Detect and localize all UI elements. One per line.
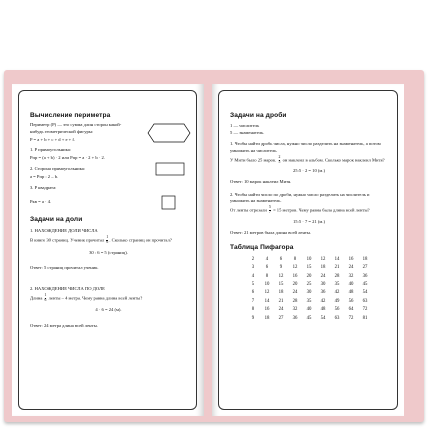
table-cell: 64 bbox=[348, 307, 354, 313]
table-cell: 45 bbox=[306, 315, 312, 321]
table-cell: 18 bbox=[264, 315, 270, 321]
parts-task2-calc: 4 · 6 = 24 (м). bbox=[95, 307, 122, 313]
table-cell: 21 bbox=[278, 298, 284, 304]
parts-task1-answer: Ответ: 5 страниц прочитал ученик. bbox=[30, 265, 99, 271]
table-cell: 24 bbox=[348, 265, 354, 271]
table-cell: 42 bbox=[320, 298, 326, 304]
numerator-label: 1 — числитель bbox=[230, 123, 260, 128]
table-cell: 72 bbox=[362, 307, 368, 313]
table-cell: 54 bbox=[320, 315, 326, 321]
table-row bbox=[246, 314, 372, 322]
table-cell: 12 bbox=[264, 290, 270, 296]
table-row bbox=[246, 272, 372, 280]
parts-task2-text: Длина $\frac{1}{6}$ ленты – 4 метра. Чему равна длина всей ленты? bbox=[30, 292, 143, 302]
table-row bbox=[246, 305, 372, 313]
table-cell: 48 bbox=[320, 307, 326, 313]
pythagoras-title: Таблица Пифагора bbox=[230, 244, 294, 252]
table-row bbox=[246, 264, 372, 272]
task-2: От ленты отрезали $\frac{5}{7}$ = 15 метров. Чему равна была длина всей ленты? bbox=[230, 205, 370, 215]
table-cell: 45 bbox=[362, 281, 368, 287]
table-row bbox=[246, 280, 372, 288]
perimeter-formula: P = a + b + c + d + e + f. bbox=[30, 136, 76, 142]
square-formula: Pкв = a · 4. bbox=[30, 199, 52, 205]
table-cell: 28 bbox=[334, 273, 340, 279]
table-cell: 10 bbox=[264, 281, 270, 287]
hexagon-figure bbox=[144, 118, 194, 148]
table-cell: 6 bbox=[251, 290, 255, 296]
table-cell: 25 bbox=[306, 281, 312, 287]
right-page bbox=[212, 84, 404, 416]
parts-task1-text: В книге 30 страниц. Ученик прочитал $\frac{1}{6}$ . Сколько страниц он прочитал? bbox=[30, 234, 172, 244]
table-cell: 8 bbox=[251, 307, 255, 313]
rect-title: 1. P прямоугольника: bbox=[30, 147, 72, 153]
table-cell: 12 bbox=[278, 273, 284, 279]
fraction-legend bbox=[230, 123, 388, 136]
table-cell: 56 bbox=[348, 298, 354, 304]
table-cell: 49 bbox=[334, 298, 340, 304]
table-cell: 40 bbox=[348, 281, 354, 287]
table-cell: 24 bbox=[320, 273, 326, 279]
parts-task2-answer: Ответ: 24 метра длина всей ленты. bbox=[30, 323, 98, 328]
table-cell: 7 bbox=[251, 298, 255, 304]
table-cell: 54 bbox=[362, 290, 368, 296]
table-cell: 6 bbox=[265, 265, 269, 271]
table-cell: 63 bbox=[334, 315, 340, 321]
table-cell: 36 bbox=[362, 273, 368, 279]
table-cell: 18 bbox=[278, 290, 284, 296]
table-cell: 16 bbox=[292, 273, 298, 279]
table-cell: 4 bbox=[265, 256, 269, 262]
task-1: У Мити было 25 марок. $\frac{2}{5}$ он наклеил в альбом. Сколько марок наклеил Митя? bbox=[230, 154, 385, 164]
table-cell: 15 bbox=[306, 265, 312, 271]
table-cell: 42 bbox=[334, 290, 340, 296]
table-cell: 10 bbox=[306, 256, 312, 262]
left-page bbox=[12, 84, 204, 416]
table-cell: 12 bbox=[320, 256, 326, 262]
square-title: 3. P квадрата: bbox=[30, 184, 57, 190]
table-cell: 81 bbox=[362, 315, 368, 321]
rule-2: 2. Чтобы найти число по дроби, нужно число разделить на числитель и умножить на знаменатель. bbox=[230, 191, 370, 204]
table-cell: 5 bbox=[251, 281, 255, 287]
table-cell: 24 bbox=[278, 307, 284, 313]
table-cell: 27 bbox=[278, 315, 284, 321]
table-cell: 36 bbox=[292, 315, 298, 321]
table-cell: 35 bbox=[306, 298, 312, 304]
rect-formula: Pпр = (a + b) · 2 или Pпр = a · 2 + b · 2. bbox=[30, 155, 105, 161]
calc-1: 25:5 · 2 = 10 (м.) bbox=[292, 168, 326, 174]
table-cell: 8 bbox=[293, 256, 297, 262]
table-cell: 72 bbox=[348, 315, 354, 321]
answer-1: Ответ: 10 марок наклеил Митя. bbox=[230, 179, 292, 185]
perimeter-intro: Периметр (P) — это сумма длин сторон какой-нибудь геометрической фигуры: bbox=[30, 122, 122, 134]
table-cell: 9 bbox=[251, 315, 255, 321]
rule-1: 1. Чтобы найти дробь числа, нужно число разделить на знаменатель, а потом умножить на числитель. bbox=[230, 141, 381, 153]
table-cell: 30 bbox=[320, 281, 326, 287]
table-cell: 40 bbox=[306, 307, 312, 313]
table-cell: 30 bbox=[306, 290, 312, 296]
table-cell: 14 bbox=[264, 298, 270, 304]
table-cell: 18 bbox=[320, 265, 326, 271]
pythagoras-table bbox=[246, 255, 372, 322]
table-cell: 32 bbox=[348, 273, 354, 279]
table-cell: 56 bbox=[334, 307, 340, 313]
table-cell: 16 bbox=[264, 307, 270, 313]
table-cell: 9 bbox=[279, 265, 283, 271]
table-row bbox=[246, 255, 372, 263]
parts-task1-calc: 30 : 6 = 5 (страниц). bbox=[89, 249, 128, 255]
table-cell: 4 bbox=[251, 273, 255, 279]
square-figure bbox=[160, 194, 178, 212]
fraction: $\frac{2}{5}$ bbox=[278, 154, 281, 164]
table-cell: 18 bbox=[362, 256, 368, 262]
table-cell: 48 bbox=[348, 290, 354, 296]
denominator-label: 5 — знаменатель. bbox=[230, 129, 265, 135]
fraction: $\frac{1}{6}$ bbox=[106, 234, 109, 244]
table-cell: 63 bbox=[362, 298, 368, 304]
table-cell: 8 bbox=[265, 273, 269, 279]
fraction: $\frac{5}{7}$ bbox=[269, 205, 271, 215]
calc-2: 15:5 · 7 = 21 (м.) bbox=[292, 218, 326, 224]
fraction: $\frac{1}{6}$ bbox=[44, 292, 47, 302]
table-cell: 20 bbox=[306, 273, 312, 279]
perimeter-title: Вычисление периметра bbox=[30, 112, 111, 119]
table-cell: 28 bbox=[292, 298, 298, 304]
table-cell: 2 bbox=[251, 256, 255, 262]
table-cell: 24 bbox=[292, 290, 298, 296]
table-cell: 16 bbox=[348, 256, 354, 262]
table-cell: 21 bbox=[334, 265, 340, 271]
table-cell: 32 bbox=[292, 307, 298, 313]
table-cell: 20 bbox=[292, 281, 298, 287]
side-title: 2. Сторона прямоугольника: bbox=[30, 165, 86, 171]
table-cell: 3 bbox=[251, 265, 255, 271]
table-cell: 27 bbox=[362, 265, 368, 271]
table-row bbox=[246, 297, 372, 305]
fractions-title: Задачи на дроби bbox=[230, 112, 287, 119]
table-cell: 35 bbox=[334, 281, 340, 287]
table-cell: 36 bbox=[320, 290, 326, 296]
table-cell: 15 bbox=[278, 281, 284, 287]
parts-task2-title: 2. НАХОЖДЕНИЕ ЧИСЛА ПО ДОЛЕ bbox=[30, 285, 105, 291]
table-row bbox=[246, 289, 372, 297]
parts-title: Задачи на доли bbox=[30, 215, 83, 223]
table-cell: 12 bbox=[292, 265, 298, 271]
side-formula: a = Pпр : 2 – b. bbox=[30, 174, 59, 180]
parts-task1-title: 1. НАХОЖДЕНИЕ ДОЛИ ЧИСЛА bbox=[30, 227, 98, 233]
table-cell: 6 bbox=[279, 256, 283, 262]
rectangle-figure bbox=[154, 160, 188, 178]
answer-2: Ответ: 21 метров была длина всей ленты. bbox=[230, 229, 312, 235]
table-cell: 14 bbox=[334, 256, 340, 262]
